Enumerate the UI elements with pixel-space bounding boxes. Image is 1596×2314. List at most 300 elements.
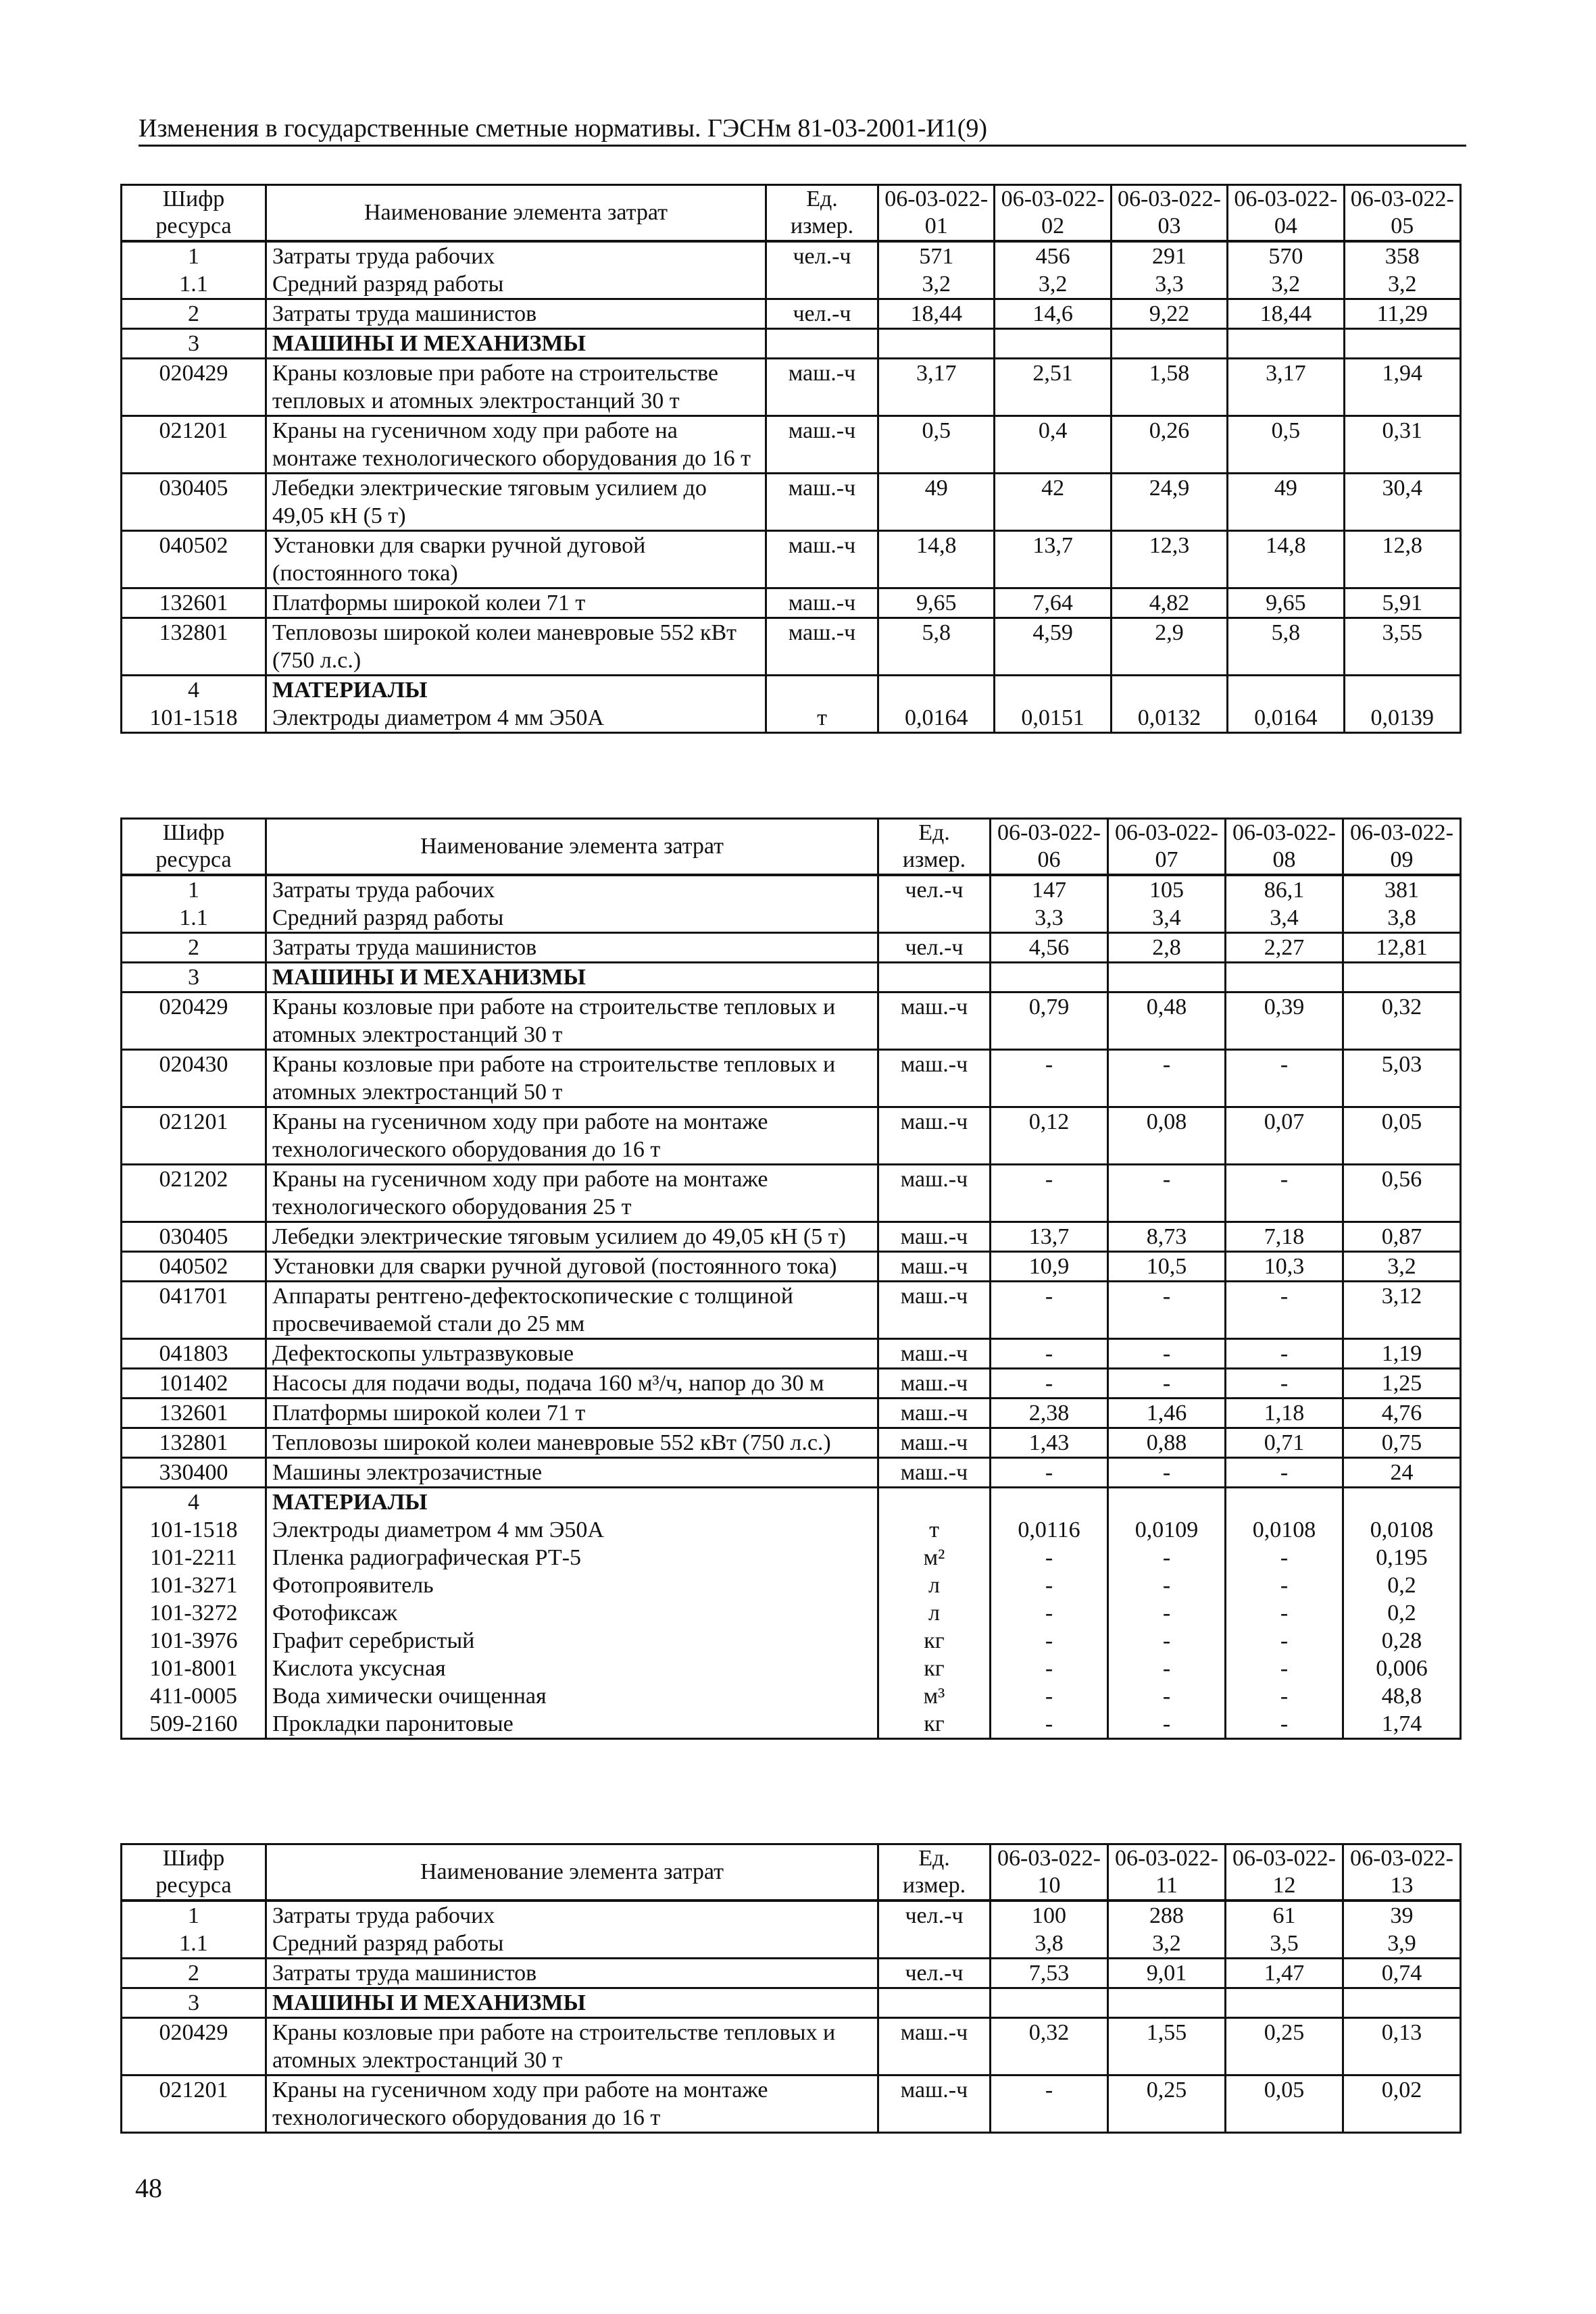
cost-element-name: МАШИНЫ И МЕХАНИЗМЫ (266, 329, 766, 359)
resource-code: 101-3272 (122, 1599, 266, 1627)
value-cell: - (991, 1369, 1108, 1399)
cost-element-name: Краны козловые при работе на строительстве тепловых и атомных электростанций 30 т (266, 992, 878, 1050)
cost-element-name: Тепловозы широкой колеи маневровые 552 кВт (750 л.с.) (266, 1428, 878, 1458)
value-cell: 3,4 (1108, 904, 1226, 933)
section-row (122, 676, 1461, 705)
value-cell: - (991, 1165, 1108, 1222)
resource-code: 021202 (122, 1165, 266, 1222)
unit-cell (766, 270, 878, 299)
value-cell: 10,3 (1226, 1252, 1343, 1282)
resource-code: 1.1 (122, 270, 266, 299)
table-row (122, 1682, 1461, 1710)
cost-element-name: Краны на гусеничном ходу при работе на монтаже технологического оборудования до 16 т (266, 416, 766, 474)
value-cell (1343, 1488, 1461, 1517)
value-cell (1108, 1988, 1226, 2018)
value-cell (995, 676, 1111, 705)
section-row (122, 1165, 1461, 1222)
unit-cell: чел.-ч (878, 1959, 991, 1988)
value-cell: 3,55 (1344, 618, 1460, 676)
resource-code: 101-1518 (122, 704, 266, 733)
cost-element-name: МАШИНЫ И МЕХАНИЗМЫ (266, 1988, 878, 2018)
section-row (122, 588, 1461, 618)
section-row (122, 1050, 1461, 1107)
value-cell: 0,08 (1108, 1107, 1226, 1165)
resource-code: 030405 (122, 474, 266, 531)
unit-cell: кг (878, 1655, 991, 1682)
table-row (122, 1710, 1461, 1739)
resource-code: 4 (122, 676, 266, 705)
unit-cell: л (878, 1599, 991, 1627)
unit-cell: т (766, 704, 878, 733)
table-header-row (122, 185, 1461, 242)
table-row (122, 1599, 1461, 1627)
value-cell: - (1108, 1710, 1226, 1739)
value-cell (1111, 676, 1227, 705)
value-cell: 0,05 (1226, 2076, 1343, 2133)
unit-cell: маш.-ч (766, 474, 878, 531)
value-cell: 3,3 (991, 904, 1108, 933)
resource-code: 1.1 (122, 1930, 266, 1959)
value-cell: 12,8 (1344, 531, 1460, 588)
col-header-norm: 06-03-022-07 (1108, 819, 1226, 876)
value-cell: 3,9 (1343, 1930, 1461, 1959)
value-cell: 9,65 (1228, 588, 1344, 618)
value-cell: 0,56 (1343, 1165, 1461, 1222)
value-cell: 0,2 (1343, 1571, 1461, 1599)
value-cell: 0,0108 (1226, 1516, 1343, 1544)
value-cell: 0,13 (1343, 2018, 1461, 2076)
value-cell: 0,0164 (878, 704, 995, 733)
section-row (122, 1959, 1461, 1988)
value-cell: 3,8 (1343, 904, 1461, 933)
value-cell: 7,53 (991, 1959, 1108, 1988)
value-cell: 18,44 (1228, 299, 1344, 329)
table-row (122, 904, 1461, 933)
value-cell: 288 (1108, 1901, 1226, 1930)
value-cell: 1,43 (991, 1428, 1108, 1458)
value-cell: 0,79 (991, 992, 1108, 1050)
resource-code: 3 (122, 329, 266, 359)
unit-cell (878, 963, 991, 992)
cost-element-name: Вода химически очищенная (266, 1682, 878, 1710)
unit-cell: маш.-ч (878, 1339, 991, 1369)
section-row (122, 1901, 1461, 1930)
col-header-norm: 06-03-022-12 (1226, 1844, 1343, 1901)
section-row (122, 241, 1461, 270)
value-cell (995, 329, 1111, 359)
value-cell: 9,01 (1108, 1959, 1226, 1988)
value-cell: 2,38 (991, 1399, 1108, 1428)
value-cell: - (1108, 1682, 1226, 1710)
table-row (122, 1627, 1461, 1655)
resource-code: 101-3976 (122, 1627, 266, 1655)
section-row (122, 2076, 1461, 2133)
value-cell: 3,2 (1228, 270, 1344, 299)
value-cell: 3,4 (1226, 904, 1343, 933)
cost-element-name: Краны на гусеничном ходу при работе на монтаже технологического оборудования 25 т (266, 1165, 878, 1222)
resource-code: 030405 (122, 1222, 266, 1252)
value-cell: - (1108, 1282, 1226, 1339)
cost-element-name: Краны на гусеничном ходу при работе на монтаже технологического оборудования до 16 т (266, 2076, 878, 2133)
value-cell: 3,8 (991, 1930, 1108, 1959)
value-cell: 0,88 (1108, 1428, 1226, 1458)
value-cell (1226, 1488, 1343, 1517)
cost-element-name: Прокладки паронитовые (266, 1710, 878, 1739)
value-cell (878, 676, 995, 705)
value-cell: - (1108, 1655, 1226, 1682)
unit-cell: чел.-ч (878, 933, 991, 963)
value-cell (1344, 329, 1460, 359)
resource-code: 509-2160 (122, 1710, 266, 1739)
value-cell (1108, 1488, 1226, 1517)
value-cell (991, 963, 1108, 992)
cost-element-name: Краны козловые при работе на строительстве тепловых и атомных электростанций 30 т (266, 359, 766, 416)
resource-table-2 (120, 818, 1462, 1740)
resource-code: 041803 (122, 1339, 266, 1369)
value-cell: 0,5 (1228, 416, 1344, 474)
cost-element-name: Лебедки электрические тяговым усилием до 49,05 кН (5 т) (266, 474, 766, 531)
value-cell: 2,51 (995, 359, 1111, 416)
unit-cell: маш.-ч (878, 1107, 991, 1165)
col-header-norm: 06-03-022-04 (1228, 185, 1344, 242)
value-cell: 5,91 (1344, 588, 1460, 618)
value-cell: - (1108, 1627, 1226, 1655)
resource-code: 132601 (122, 1399, 266, 1428)
col-header-norm: 06-03-022-05 (1344, 185, 1460, 242)
value-cell: 5,8 (1228, 618, 1344, 676)
col-header-norm: 06-03-022-03 (1111, 185, 1227, 242)
cost-element-name: Затраты труда рабочих (266, 1901, 878, 1930)
value-cell: 4,56 (991, 933, 1108, 963)
unit-cell: маш.-ч (878, 2018, 991, 2076)
unit-cell: маш.-ч (878, 992, 991, 1050)
value-cell: - (1108, 1165, 1226, 1222)
resource-code: 411-0005 (122, 1682, 266, 1710)
cost-element-name: Фотофиксаж (266, 1599, 878, 1627)
value-cell: - (991, 1050, 1108, 1107)
cost-element-name: Насосы для подачи воды, подача 160 м³/ч, напор до 30 м (266, 1369, 878, 1399)
value-cell: 0,0108 (1343, 1516, 1461, 1544)
value-cell (1344, 676, 1460, 705)
value-cell: 291 (1111, 241, 1227, 270)
section-row (122, 299, 1461, 329)
cost-element-name: Аппараты рентгено-дефектоскопические с толщиной просвечиваемой стали до 25 мм (266, 1282, 878, 1339)
cost-element-name: Электроды диаметром 4 мм Э50А (266, 1516, 878, 1544)
unit-cell: чел.-ч (878, 1901, 991, 1930)
value-cell: - (991, 1599, 1108, 1627)
resource-code: 020429 (122, 2018, 266, 2076)
section-row (122, 1222, 1461, 1252)
value-cell: - (991, 1544, 1108, 1571)
value-cell: 0,32 (991, 2018, 1108, 2076)
resource-code: 132801 (122, 618, 266, 676)
unit-cell (878, 1930, 991, 1959)
col-header-unit: Ед. измер. (878, 1844, 991, 1901)
unit-cell (878, 904, 991, 933)
section-row (122, 1458, 1461, 1488)
unit-cell: маш.-ч (878, 1399, 991, 1428)
cost-element-name: Установки для сварки ручной дуговой (постоянного тока) (266, 531, 766, 588)
cost-element-name: Затраты труда рабочих (266, 875, 878, 904)
value-cell: 61 (1226, 1901, 1343, 1930)
value-cell: - (1226, 1165, 1343, 1222)
resource-code: 132801 (122, 1428, 266, 1458)
value-cell: 0,71 (1226, 1428, 1343, 1458)
value-cell: - (991, 1458, 1108, 1488)
value-cell: - (1108, 1599, 1226, 1627)
value-cell: - (1226, 1050, 1343, 1107)
section-row (122, 416, 1461, 474)
value-cell: 1,46 (1108, 1399, 1226, 1428)
resource-code: 1.1 (122, 904, 266, 933)
value-cell: 3,2 (1108, 1930, 1226, 1959)
page-number: 48 (135, 2173, 162, 2203)
value-cell: - (1108, 1050, 1226, 1107)
unit-cell: кг (878, 1710, 991, 1739)
value-cell: 4,76 (1343, 1399, 1461, 1428)
resource-code: 3 (122, 1988, 266, 2018)
unit-cell: чел.-ч (766, 299, 878, 329)
unit-cell: маш.-ч (878, 1458, 991, 1488)
value-cell: - (1226, 1627, 1343, 1655)
unit-cell (766, 676, 878, 705)
resource-code: 101-3271 (122, 1571, 266, 1599)
cost-element-name: Затраты труда рабочих (266, 241, 766, 270)
value-cell: 358 (1344, 241, 1460, 270)
table-row (122, 704, 1461, 733)
value-cell: - (991, 1710, 1108, 1739)
value-cell: 7,18 (1226, 1222, 1343, 1252)
table-row (122, 270, 1461, 299)
unit-cell: маш.-ч (766, 588, 878, 618)
value-cell: 3,12 (1343, 1282, 1461, 1339)
value-cell: 0,75 (1343, 1428, 1461, 1458)
value-cell: - (1226, 1682, 1343, 1710)
value-cell: 3,17 (1228, 359, 1344, 416)
col-header-name: Наименование элемента затрат (266, 1844, 878, 1901)
col-header-norm: 06-03-022-01 (878, 185, 995, 242)
resource-code: 021201 (122, 2076, 266, 2133)
cost-element-name: МАТЕРИАЛЫ (266, 1488, 878, 1517)
value-cell: - (1226, 1710, 1343, 1739)
value-cell: 0,0109 (1108, 1516, 1226, 1544)
unit-cell: маш.-ч (878, 1050, 991, 1107)
value-cell: - (1226, 1339, 1343, 1369)
section-row (122, 1252, 1461, 1282)
unit-cell: маш.-ч (766, 531, 878, 588)
value-cell: 0,0139 (1344, 704, 1460, 733)
unit-cell: маш.-ч (766, 359, 878, 416)
value-cell (991, 1988, 1108, 2018)
value-cell: 10,5 (1108, 1252, 1226, 1282)
value-cell: - (1226, 1599, 1343, 1627)
col-header-unit: Ед. измер. (878, 819, 991, 876)
value-cell: 13,7 (991, 1222, 1108, 1252)
table-header-row (122, 819, 1461, 876)
section-row (122, 1428, 1461, 1458)
value-cell: 30,4 (1344, 474, 1460, 531)
cost-element-name: Краны козловые при работе на строительстве тепловых и атомных электростанций 50 т (266, 1050, 878, 1107)
value-cell: 0,0116 (991, 1516, 1108, 1544)
value-cell: 0,28 (1343, 1627, 1461, 1655)
unit-cell (766, 329, 878, 359)
unit-cell: м³ (878, 1682, 991, 1710)
value-cell: 7,64 (995, 588, 1111, 618)
col-header-code: Шифр ресурса (122, 185, 266, 242)
resource-code: 1 (122, 241, 266, 270)
value-cell: - (1226, 1655, 1343, 1682)
resource-code: 132601 (122, 588, 266, 618)
value-cell: 1,74 (1343, 1710, 1461, 1739)
value-cell: 0,2 (1343, 1599, 1461, 1627)
col-header-norm: 06-03-022-06 (991, 819, 1108, 876)
value-cell: 0,0151 (995, 704, 1111, 733)
cost-element-name: Краны козловые при работе на строительстве тепловых и атомных электростанций 30 т (266, 2018, 878, 2076)
value-cell: 49 (1228, 474, 1344, 531)
cost-element-name: Дефектоскопы ультразвуковые (266, 1339, 878, 1369)
value-cell: 14,8 (1228, 531, 1344, 588)
value-cell: - (991, 1282, 1108, 1339)
cost-element-name: Средний разряд работы (266, 1930, 878, 1959)
value-cell: 0,32 (1343, 992, 1461, 1050)
value-cell: 8,73 (1108, 1222, 1226, 1252)
unit-cell: чел.-ч (766, 241, 878, 270)
cost-element-name: Средний разряд работы (266, 270, 766, 299)
cost-element-name: Лебедки электрические тяговым усилием до 49,05 кН (5 т) (266, 1222, 878, 1252)
value-cell: 3,2 (1344, 270, 1460, 299)
resource-code: 040502 (122, 531, 266, 588)
section-row (122, 1988, 1461, 2018)
col-header-norm: 06-03-022-13 (1343, 1844, 1461, 1901)
section-row (122, 992, 1461, 1050)
resource-code: 101-8001 (122, 1655, 266, 1682)
col-header-norm: 06-03-022-09 (1343, 819, 1461, 876)
value-cell: 0,74 (1343, 1959, 1461, 1988)
resource-code: 3 (122, 963, 266, 992)
value-cell: 0,006 (1343, 1655, 1461, 1682)
value-cell: - (1108, 1544, 1226, 1571)
value-cell: 18,44 (878, 299, 995, 329)
resource-code: 041701 (122, 1282, 266, 1339)
resource-table-1 (120, 184, 1462, 734)
col-header-code: Шифр ресурса (122, 819, 266, 876)
value-cell: - (991, 1339, 1108, 1369)
value-cell: 13,7 (995, 531, 1111, 588)
section-row (122, 1282, 1461, 1339)
cost-element-name: Затраты труда машинистов (266, 933, 878, 963)
value-cell: 24 (1343, 1458, 1461, 1488)
value-cell: 0,25 (1108, 2076, 1226, 2133)
value-cell: 0,0164 (1228, 704, 1344, 733)
value-cell: 5,8 (878, 618, 995, 676)
cost-element-name: Пленка радиографическая РТ-5 (266, 1544, 878, 1571)
value-cell: 4,59 (995, 618, 1111, 676)
value-cell: 14,6 (995, 299, 1111, 329)
cost-element-name: Платформы широкой колеи 71 т (266, 1399, 878, 1428)
unit-cell: маш.-ч (878, 1282, 991, 1339)
section-row (122, 1107, 1461, 1165)
value-cell: - (991, 1627, 1108, 1655)
resource-code: 101-1518 (122, 1516, 266, 1544)
value-cell: - (1108, 1458, 1226, 1488)
table-row (122, 1544, 1461, 1571)
value-cell: 3,2 (878, 270, 995, 299)
value-cell: - (991, 1571, 1108, 1599)
cost-element-name: Установки для сварки ручной дуговой (постоянного тока) (266, 1252, 878, 1282)
table-header-row (122, 1844, 1461, 1901)
value-cell: 571 (878, 241, 995, 270)
unit-cell: т (878, 1516, 991, 1544)
value-cell: 42 (995, 474, 1111, 531)
value-cell: 147 (991, 875, 1108, 904)
value-cell: 12,81 (1343, 933, 1461, 963)
value-cell: 24,9 (1111, 474, 1227, 531)
cost-element-name: Графит серебристый (266, 1627, 878, 1655)
col-header-name: Наименование элемента затрат (266, 819, 878, 876)
table-row (122, 1930, 1461, 1959)
value-cell: - (1226, 1458, 1343, 1488)
col-header-norm: 06-03-022-11 (1108, 1844, 1226, 1901)
cost-element-name: Краны на гусеничном ходу при работе на монтаже технологического оборудования до 16 т (266, 1107, 878, 1165)
value-cell: 1,55 (1108, 2018, 1226, 2076)
value-cell (1228, 676, 1344, 705)
col-header-code: Шифр ресурса (122, 1844, 266, 1901)
unit-cell: маш.-ч (878, 1222, 991, 1252)
value-cell (991, 1488, 1108, 1517)
resource-code: 021201 (122, 416, 266, 474)
value-cell: 48,8 (1343, 1682, 1461, 1710)
value-cell: 49 (878, 474, 995, 531)
section-row (122, 1339, 1461, 1369)
value-cell: 1,25 (1343, 1369, 1461, 1399)
value-cell: 3,2 (995, 270, 1111, 299)
resource-code: 2 (122, 933, 266, 963)
value-cell (1226, 963, 1343, 992)
section-row (122, 359, 1461, 416)
unit-cell: маш.-ч (878, 1369, 991, 1399)
value-cell: 0,0132 (1111, 704, 1227, 733)
value-cell: 3,2 (1343, 1252, 1461, 1282)
value-cell: 1,58 (1111, 359, 1227, 416)
cost-element-name: Тепловозы широкой колеи маневровые 552 кВт (750 л.с.) (266, 618, 766, 676)
col-header-norm: 06-03-022-10 (991, 1844, 1108, 1901)
unit-cell: маш.-ч (878, 1252, 991, 1282)
cost-element-name: Затраты труда машинистов (266, 299, 766, 329)
value-cell: 86,1 (1226, 875, 1343, 904)
value-cell: 9,22 (1111, 299, 1227, 329)
value-cell: 2,9 (1111, 618, 1227, 676)
value-cell: 10,9 (991, 1252, 1108, 1282)
value-cell (878, 329, 995, 359)
col-header-unit: Ед. измер. (766, 185, 878, 242)
section-row (122, 875, 1461, 904)
value-cell: 0,26 (1111, 416, 1227, 474)
value-cell: 1,94 (1344, 359, 1460, 416)
value-cell: - (1108, 1339, 1226, 1369)
resource-table-3 (120, 1843, 1462, 2134)
value-cell (1108, 963, 1226, 992)
resource-code: 020430 (122, 1050, 266, 1107)
col-header-norm: 06-03-022-02 (995, 185, 1111, 242)
cost-element-name: Электроды диаметром 4 мм Э50А (266, 704, 766, 733)
value-cell: - (1108, 1571, 1226, 1599)
section-row (122, 1369, 1461, 1399)
value-cell: 0,02 (1343, 2076, 1461, 2133)
value-cell: - (1226, 1571, 1343, 1599)
section-row (122, 531, 1461, 588)
value-cell: 105 (1108, 875, 1226, 904)
value-cell: - (991, 1655, 1108, 1682)
